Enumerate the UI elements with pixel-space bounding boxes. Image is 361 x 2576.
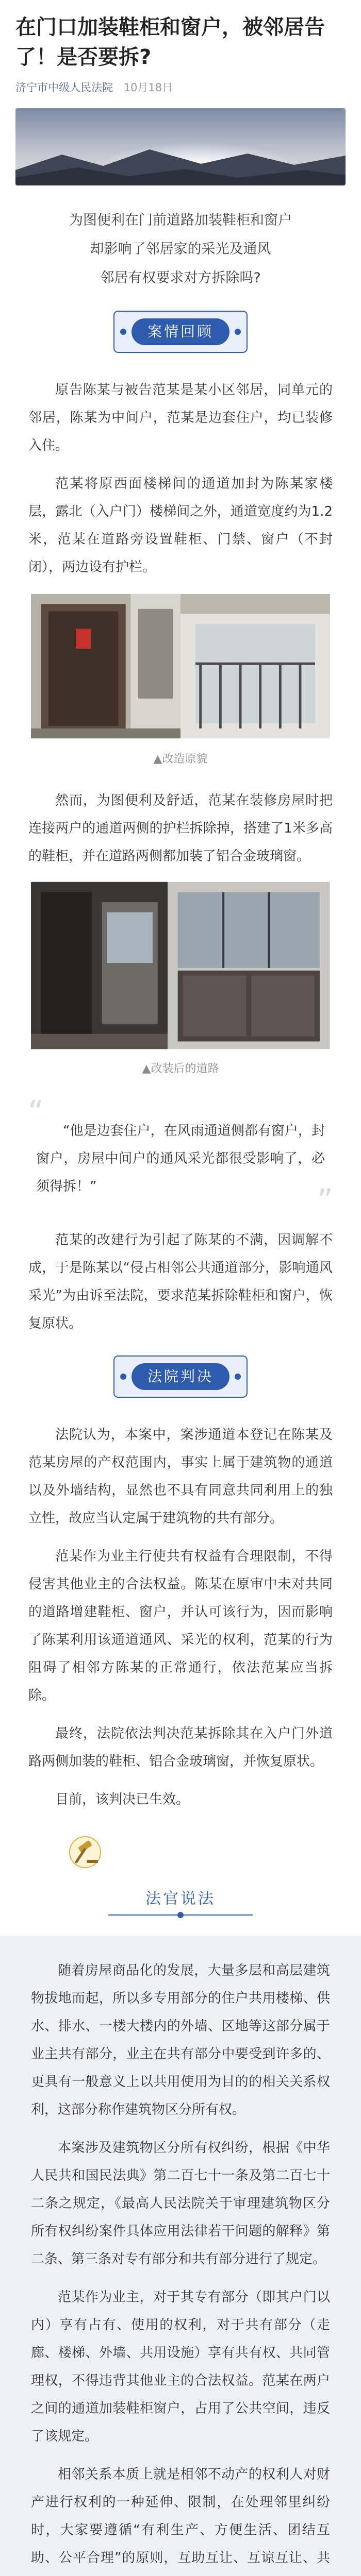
shoe-cabinet-photo: [168, 880, 330, 1050]
paragraph: 范某的改建行为引起了陈某的不满，因调解不成，于是陈某以“侵占相邻公共通道部分，影响通风采光”为由诉至法院，要求范某拆除鞋柜和窗户，恢复原状。: [28, 1232, 333, 1331]
intro-line: 邻居有权要求对方拆除吗?: [100, 270, 261, 286]
article-date: 10月18日: [123, 81, 173, 94]
paragraph: 然而，为图便利及舒适，范某在装修房屋时把连接两户的通道两侧的护栏拆除掉，搭建了1米多高的鞋柜，并在道路两侧都加装了铝合金玻璃窗。: [28, 793, 333, 864]
photo-group-after: [31, 880, 330, 1050]
intro-line: 却影响了邻居家的采光及通风: [90, 241, 271, 257]
quote-text: “他是边套住户，在风雨通道侧都有窗户，封窗户，房屋中间户的通风采光都很受影响了，必须得拆！”: [36, 1123, 325, 1194]
intro-line: 为图便利在门前道路加装鞋柜和窗户: [69, 212, 292, 228]
section-label: 案情回顾: [147, 323, 214, 340]
judge-commentary-panel: [0, 1936, 361, 2576]
paragraph: 范某作为业主，对于其专有部分（即其户门以内）享有占有、使用的权利，对于共有部分（走廊、楼梯、外墙、共用设施）享有共有权、共同管理权，不得违背其他业主的合法权益。范某在两户之间的通道加装鞋柜窗户，占用了公共空间，违反了该规定。: [31, 2290, 330, 2444]
paragraph: 原告陈某与被告范某是某小区邻居，同单元的邻居，陈某为中间户，范某是边套住户，均已装修入住。: [28, 382, 333, 453]
paragraph: 范某作为业主行使共有权益有合理限制，不得侵害其他业主的合法权益。陈某在原审中未对共同的道路增建鞋柜、窗户，并认可该行为，因而影响了陈某利用该通道通风、采光的权利，范某的行为阻碍了相邻方陈某的正常通行，依法范某应当拆除。: [28, 1549, 333, 1703]
photo-caption: ▲改装后的道路: [142, 1062, 219, 1075]
article-source[interactable]: 济宁市中级人民法院: [15, 81, 113, 94]
doorway-photo: [31, 591, 180, 741]
gavel-icon: [67, 1834, 103, 1870]
section-label: 法院判决: [147, 1368, 214, 1385]
quote-close-icon: ”: [317, 1182, 333, 1218]
intro-lines: [0, 206, 361, 293]
photo-group-before: [31, 591, 330, 741]
landscape-illustration: [15, 108, 346, 185]
quote-open-icon: “: [28, 1094, 44, 1130]
corridor-photo: [31, 880, 168, 1050]
paragraph: 目前，该判决已生效。: [55, 1792, 190, 1807]
quote-block: [28, 1094, 333, 1218]
paragraph: 法院认为，本案中，案涉通道本登记在陈某及范某房屋的产权范围内，事实上属于建筑物的通道以及外墙结构，显然也不具有同意共同利用上的独立性，故应当认定属于建筑物的共有部分。: [28, 1427, 333, 1526]
header-dot: [177, 1912, 184, 1918]
paragraph: 相邻关系本质上就是相邻不动产的权利人对财产进行权利的一种延伸、限制，在处理邻里纠纷时，大家要遵循“有利生产、方便生活、团结互助、公平合理”的原则，互助互让、互谅互让、共: [31, 2467, 330, 2566]
section-header-judge-says: [103, 1886, 258, 1916]
paragraph: 范某将原西面楼梯间的通道加封为陈某家楼层，露北（入户门）楼梯间之外，通道宽度约为1.2米，范某在道路旁设置鞋柜、门禁、窗户（不封闭），两边设有护栏。: [28, 476, 333, 575]
section-header-judgment: [111, 1353, 250, 1400]
article-meta: [0, 76, 361, 108]
paragraph: 本案涉及建筑物区分所有权纠纷，根据《中华人民共和国民法典》第二百七十一条及第二百七十二条之规定，《最高人民法院关于审理建筑物区分所有权纠纷案件具体应用法律若干问题的解释》第二条、第三条对专有部分和共有部分进行了规定。: [31, 2140, 330, 2267]
paragraph: 随着房屋商品化的发展，大量多层和高层建筑物拔地而起，所以多专用部分的住户共用楼梯、供水、排水、一楼大楼内的外墙、区地等这部分属于业主共有部分，业主在共有部分中要受到许多的、更具有一般意义上以共用使用为目的的相关关系权利，这部分称作建筑物区分所有权。: [31, 1963, 330, 2117]
section-label: 法官说法: [145, 1890, 216, 1908]
photo-caption: ▲改造原貌: [153, 753, 208, 766]
section-header-case-review: [111, 308, 250, 355]
paragraph: 最终，法院依法判决范某拆除其在入户门外道路两侧加装的鞋柜、铝合金玻璃窗，并恢复原状。: [28, 1726, 333, 1769]
banner-image: [15, 108, 346, 185]
railing-photo: [180, 591, 330, 741]
article-title: 在门口加装鞋柜和窗户，被邻居告了！是否要拆?: [15, 15, 325, 69]
